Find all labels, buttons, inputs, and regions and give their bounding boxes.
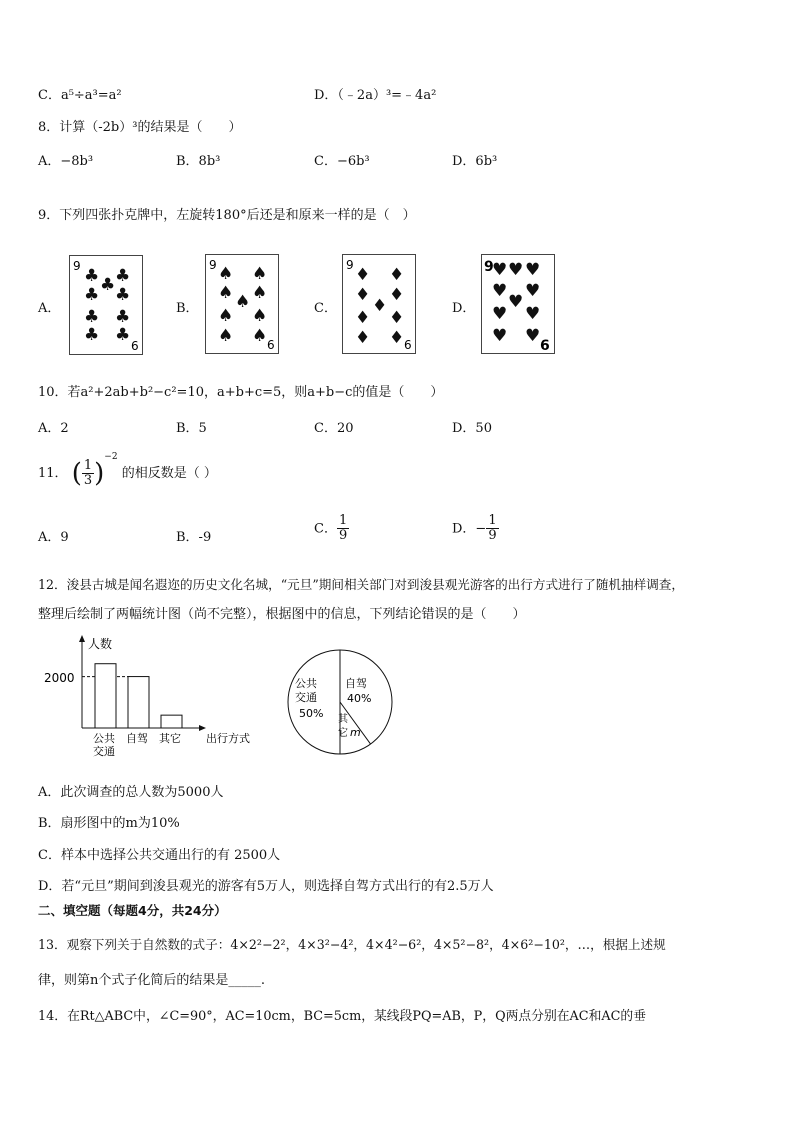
q12-stem-line2: 整理后绘制了两幅统计图（尚不完整），根据图中的信息，下列结论错误的是（ ） bbox=[38, 607, 526, 622]
svg-text:♣: ♣ bbox=[84, 325, 100, 345]
svg-text:♣: ♣ bbox=[84, 266, 100, 286]
category-label-1: 自驾 bbox=[126, 732, 148, 745]
svg-text:♠: ♠ bbox=[252, 283, 268, 303]
y-axis-arrow bbox=[79, 635, 85, 642]
svg-text:♦: ♦ bbox=[355, 308, 371, 328]
svg-text:♦: ♦ bbox=[355, 328, 371, 348]
q11-exponent: −2 bbox=[104, 452, 118, 462]
svg-text:♦: ♦ bbox=[355, 285, 371, 305]
q11-fraction: $\frac{1}{3}$ bbox=[83, 457, 93, 488]
svg-text:♦: ♦ bbox=[389, 265, 405, 285]
svg-text:♥: ♥ bbox=[525, 304, 541, 324]
svg-text:♦: ♦ bbox=[355, 265, 371, 285]
svg-text:♣: ♣ bbox=[115, 266, 131, 286]
card-top-rank: 9 bbox=[484, 259, 494, 275]
svg-text:♠: ♠ bbox=[218, 306, 234, 326]
card-top-rank: 9 bbox=[209, 258, 217, 272]
spade-icon bbox=[206, 255, 278, 353]
q10-option-a: A．2 bbox=[38, 421, 69, 436]
pie-value-public-transit: 50% bbox=[299, 707, 324, 720]
svg-text:♠: ♠ bbox=[218, 326, 234, 346]
svg-text:♣: ♣ bbox=[84, 307, 100, 327]
q12-option-c: C．样本中选择公共交通出行的有 2500人 bbox=[38, 848, 281, 863]
section-heading: 二、填空题（每题4分，共24分） bbox=[38, 903, 227, 918]
y-tick-label: 2000 bbox=[44, 671, 75, 685]
q10-option-d: D．50 bbox=[452, 421, 492, 436]
q13-line2: 律，则第n个式子化简后的结果是_____. bbox=[38, 973, 266, 988]
svg-text:♥: ♥ bbox=[508, 260, 524, 280]
pie-chart bbox=[285, 647, 395, 757]
card-bottom-rank: 6 bbox=[131, 339, 139, 353]
svg-text:♥: ♥ bbox=[492, 304, 508, 324]
svg-text:♣: ♣ bbox=[100, 275, 116, 295]
q12-stem-line1: 12．浚县古城是闻名遐迩的历史文化名城，“元旦”期间相关部门对到浚县观光游客的出行方式进行了随机抽样调查， bbox=[38, 577, 684, 592]
svg-text:♣: ♣ bbox=[115, 325, 131, 345]
bar-0 bbox=[95, 664, 116, 728]
category-label-2: 其它 bbox=[159, 732, 181, 745]
svg-text:♦: ♦ bbox=[389, 328, 405, 348]
q14-line1: 14．在Rt△ABC中，∠C=90°，AC=10cm，BC=5cm，某线段PQ=AB，P，Q两点分别在AC和AC的垂 bbox=[38, 1009, 647, 1024]
svg-text:♠: ♠ bbox=[218, 264, 234, 284]
category-label-0: 交通 bbox=[93, 745, 115, 758]
pie-label-other-2: 它 bbox=[338, 728, 348, 739]
playing-card-nine-clubs bbox=[69, 255, 143, 355]
pie-label-public-transit-2: 交通 bbox=[295, 691, 317, 704]
svg-text:♥: ♥ bbox=[492, 281, 508, 301]
x-axis-label: 出行方式 bbox=[206, 732, 250, 745]
svg-text:♥: ♥ bbox=[525, 260, 541, 280]
pie-label-self-drive: 自驾 bbox=[345, 677, 367, 690]
pie-value-self-drive: 40% bbox=[347, 692, 372, 705]
bar-chart bbox=[38, 632, 258, 762]
q10-stem: 10．若a²+2ab+b²−c²=10，a+b+c=5，则a+b−c的值是（ ） bbox=[38, 385, 444, 400]
q8-option-c: C．−6b³ bbox=[314, 154, 370, 169]
y-axis-label: 人数 bbox=[88, 637, 113, 651]
svg-text:♥: ♥ bbox=[525, 326, 541, 346]
q11-number: 11． bbox=[38, 466, 68, 481]
q11-option-b: B．-9 bbox=[176, 530, 212, 545]
svg-text:♥: ♥ bbox=[492, 326, 508, 346]
playing-card-nine-spades bbox=[205, 254, 279, 354]
svg-text:♣: ♣ bbox=[115, 285, 131, 305]
q10-option-c: C．20 bbox=[314, 421, 354, 436]
svg-text:♦: ♦ bbox=[389, 308, 405, 328]
svg-text:♠: ♠ bbox=[235, 292, 251, 312]
card-bottom-rank: 6 bbox=[267, 338, 275, 352]
svg-text:♠: ♠ bbox=[218, 283, 234, 303]
card-top-rank: 9 bbox=[346, 258, 354, 272]
q9-stem: 9．下列四张扑克牌中，左旋转180°后还是和原来一样的是（ ） bbox=[38, 208, 416, 223]
svg-text:♠: ♠ bbox=[252, 306, 268, 326]
pie-value-other: m bbox=[350, 726, 361, 739]
svg-text:♥: ♥ bbox=[492, 260, 508, 280]
heart-icon bbox=[482, 255, 554, 353]
q12-option-d: D．若“元旦”期间到浚县观光的游客有5万人，则选择自驾方式出行的有2.5万人 bbox=[38, 879, 494, 894]
bar-1 bbox=[128, 677, 149, 728]
q9-label-c: C． bbox=[314, 301, 337, 316]
pie-label-public-transit-1: 公共 bbox=[295, 677, 317, 690]
category-label-0: 公共 bbox=[93, 732, 115, 745]
q10-option-b: B．5 bbox=[176, 421, 207, 436]
q11-option-a: A．9 bbox=[38, 530, 69, 545]
q9-label-a: A． bbox=[38, 301, 61, 316]
q11-stem: 11． ( $\frac{1}{3}$ )$^{-2}$ 的相反数是（ ） bbox=[38, 452, 217, 489]
svg-text:♠: ♠ bbox=[252, 326, 268, 346]
card-bottom-rank: 6 bbox=[404, 338, 412, 352]
card-top-rank: 9 bbox=[73, 259, 81, 273]
q8-option-b: B．8b³ bbox=[176, 154, 221, 169]
playing-card-nine-diamonds bbox=[342, 254, 416, 354]
q7-option-c: C．a⁵÷a³=a² bbox=[38, 88, 122, 103]
svg-text:♥: ♥ bbox=[525, 281, 541, 301]
x-axis-arrow bbox=[199, 725, 206, 731]
pie-label-other-1: 其 bbox=[338, 714, 348, 725]
q11-suffix: 的相反数是（ ） bbox=[121, 466, 217, 481]
playing-card-nine-hearts bbox=[481, 254, 555, 354]
svg-text:♥: ♥ bbox=[508, 292, 524, 312]
bar-2 bbox=[161, 715, 182, 728]
svg-text:♣: ♣ bbox=[84, 285, 100, 305]
q12-option-a: A．此次调查的总人数为5000人 bbox=[38, 785, 224, 800]
q8-stem: 8．计算（-2b）³的结果是（ ） bbox=[38, 120, 242, 135]
q12-option-b: B．扇形图中的m为10% bbox=[38, 816, 180, 831]
diamond-icon bbox=[343, 255, 415, 353]
svg-text:♦: ♦ bbox=[372, 296, 388, 316]
svg-text:♣: ♣ bbox=[115, 307, 131, 327]
svg-text:♦: ♦ bbox=[389, 285, 405, 305]
q11-option-d: D．− $\frac{1}{9}$ bbox=[452, 513, 497, 544]
svg-text:♠: ♠ bbox=[252, 264, 268, 284]
q8-option-d: D．6b³ bbox=[452, 154, 498, 169]
club-icon bbox=[70, 256, 142, 354]
q9-label-b: B． bbox=[176, 301, 199, 316]
card-bottom-rank: 6 bbox=[540, 338, 550, 353]
q7-option-d: D．（﹣2a）³=﹣4a² bbox=[314, 88, 437, 103]
q8-option-a: A．−8b³ bbox=[38, 154, 94, 169]
q11-option-c: C． $\frac{1}{9}$ bbox=[314, 513, 348, 544]
q9-label-d: D． bbox=[452, 301, 476, 316]
q13-line1: 13．观察下列关于自然数的式子：4×2²−2²，4×3²−4²，4×4²−6²，4×5²−8²，4×6²−10²，…，根据上述规 bbox=[38, 937, 666, 952]
